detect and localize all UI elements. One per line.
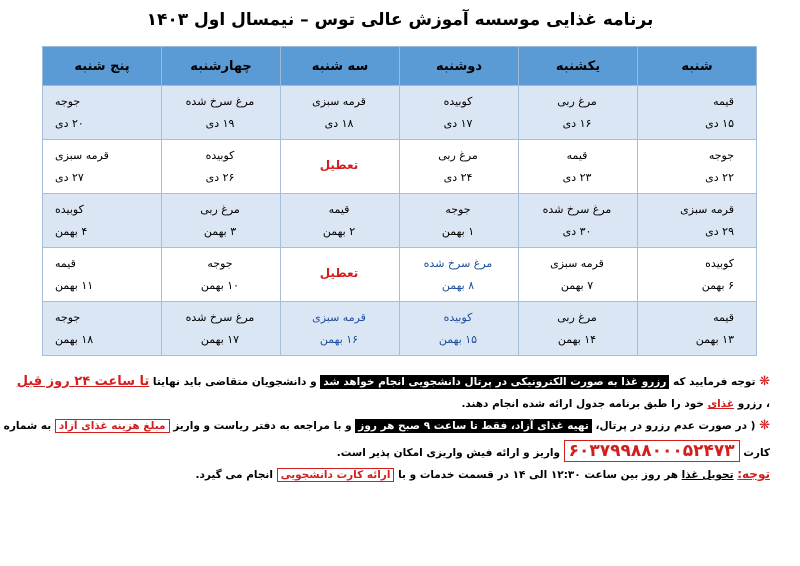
note-text: ، رزرو (737, 398, 770, 410)
meal-date: ۲۶ دی (205, 171, 235, 184)
table-row (43, 140, 757, 194)
note-text: و دانشجویان متقاضی باید نهایتا (152, 376, 317, 388)
note-text: هر روز بین ساعت ۱۲:۳۰ الی ۱۴ در قسمت خدمات و با (398, 469, 679, 481)
food-schedule-table (42, 46, 757, 356)
note-highlight: رزرو غذا به صورت الکترونیکی در پرتال دانشجویی انجام خواهد شد (320, 375, 669, 389)
card-number: ۶۰۳۷۹۹۸۸۰۰۰۵۲۴۷۳ (564, 440, 740, 462)
table-row (43, 302, 757, 356)
meal-cell (43, 302, 162, 356)
meal-name: قیمه (328, 203, 350, 216)
star-icon: ❋ (759, 418, 770, 433)
meal-date: ۷ بهمن (560, 279, 594, 292)
header-row (43, 47, 757, 86)
meal-name: مرغ ربی (557, 95, 597, 108)
notes-section (3, 372, 770, 486)
table-row (43, 86, 757, 140)
meal-date: ۴ بهمن (55, 225, 88, 238)
meal-name: جوجه (55, 95, 81, 108)
meal-name: مرغ ربی (200, 203, 240, 216)
meal-cell (43, 248, 162, 302)
note-text: ( در صورت عدم رزرو در پرتال، (595, 420, 756, 432)
meal-cell (162, 140, 281, 194)
meal-date: ۱۷ بهمن (200, 333, 240, 346)
meal-cell (519, 86, 638, 140)
meal-date: ۱۵ بهمن (438, 333, 478, 346)
meal-name: جوجه (708, 149, 734, 162)
meal-cell (638, 302, 757, 356)
meal-cell (519, 302, 638, 356)
meal-name: کوبیده (443, 95, 473, 108)
meal-name: قیمه (713, 95, 734, 108)
meal-cell (281, 194, 400, 248)
meal-date: ۲۳ دی (562, 171, 592, 184)
note-line-5 (30, 464, 770, 486)
meal-cell (400, 248, 519, 302)
meal-cell (638, 86, 757, 140)
meal-cell (43, 86, 162, 140)
meal-date: ۲۷ دی (55, 171, 84, 184)
meal-date: ۲۲ دی (705, 171, 734, 184)
meal-cell (400, 194, 519, 248)
meal-date: ۱۵ دی (705, 117, 734, 130)
meal-date: ۱۸ دی (324, 117, 354, 130)
meal-name: کوبیده (205, 149, 235, 162)
table-row (43, 194, 757, 248)
day-header: چهارشنبه (162, 47, 281, 86)
meal-date: ۱۹ دی (205, 117, 235, 130)
meal-date: ۶ بهمن (701, 279, 734, 292)
note-delivery: تحویل غذا (681, 469, 734, 481)
note-text: توجه فرمایید که (673, 376, 756, 388)
meal-cell (519, 140, 638, 194)
meal-name: مرغ ربی (557, 311, 597, 324)
meal-date: ۱۱ بهمن (55, 279, 94, 292)
meal-cell (400, 140, 519, 194)
star-icon: ❋ (759, 374, 770, 389)
meal-cell (519, 248, 638, 302)
meal-date: ۳۰ دی (562, 225, 592, 238)
note-highlight: تهیه غذای آزاد، فقط تا ساعت ۹ صبح هر روز (355, 419, 592, 433)
meal-name: جوجه (207, 257, 233, 270)
note-line-2 (30, 394, 770, 416)
meal-date: ۱۶ بهمن (319, 333, 359, 346)
meal-name: قرمه سبزی (312, 311, 366, 324)
holiday-label: تعطیل (319, 158, 359, 172)
meal-cell (519, 194, 638, 248)
note-text: به شماره (3, 420, 52, 432)
day-header: پنج شنبه (43, 47, 162, 86)
note-text: خود را طبق برنامه جدول ارائه شده انجام دهند. (461, 398, 704, 410)
meal-date: ۱ بهمن (441, 225, 475, 238)
note-student-card: ارائه کارت دانشجویی (277, 468, 395, 482)
note-label: توجه: (737, 467, 770, 481)
meal-date: ۸ بهمن (441, 279, 475, 292)
meal-cell (43, 194, 162, 248)
meal-date: ۱۷ دی (443, 117, 473, 130)
note-text: واریز و ارائه فیش واریزی امکان پذیر است. (336, 447, 561, 459)
meal-date: ۱۳ بهمن (695, 333, 734, 346)
note-text: و با مراجعه به دفتر ریاست و واریز (173, 420, 352, 432)
meal-name: مرغ ربی (438, 149, 478, 162)
meal-name: قرمه سبزی (55, 149, 109, 162)
meal-date: ۱۸ بهمن (55, 333, 94, 346)
meal-cell (162, 194, 281, 248)
meal-name: قیمه (713, 311, 734, 324)
meal-cell (281, 86, 400, 140)
meal-cell (281, 302, 400, 356)
day-header: شنبه (638, 47, 757, 86)
meal-cell (281, 248, 400, 302)
note-line-3 (3, 416, 770, 438)
meal-cell (281, 140, 400, 194)
meal-name: قیمه (55, 257, 76, 270)
note-text: کارت (743, 447, 770, 459)
meal-cell (400, 86, 519, 140)
note-fee: مبلغ هزینه غذای آزاد (55, 419, 170, 433)
meal-date: ۲۴ دی (443, 171, 473, 184)
meal-name: مرغ سرخ شده (185, 311, 255, 324)
note-line-1 (16, 372, 770, 394)
meal-cell (638, 140, 757, 194)
meal-name: جوجه (55, 311, 81, 324)
meal-date: ۱۴ بهمن (557, 333, 597, 346)
meal-name: مرغ سرخ شده (423, 257, 493, 270)
meal-name: کوبیده (705, 257, 734, 270)
table-row (43, 248, 757, 302)
meal-date: ۱۶ دی (562, 117, 592, 130)
day-header: یکشنبه (519, 47, 638, 86)
note-text: انجام می گیرد. (195, 469, 273, 481)
meal-cell (162, 248, 281, 302)
meal-name: قیمه (566, 149, 588, 162)
meal-name: کوبیده (443, 311, 473, 324)
meal-name: مرغ سرخ شده (185, 95, 255, 108)
meal-date: ۲۰ دی (55, 117, 84, 130)
meal-name: کوبیده (55, 203, 84, 216)
meal-date: ۱۰ بهمن (200, 279, 240, 292)
holiday-label: تعطیل (319, 266, 359, 280)
day-header: سه شنبه (281, 47, 400, 86)
meal-cell (43, 140, 162, 194)
meal-date: ۲ بهمن (322, 225, 356, 238)
meal-cell (162, 86, 281, 140)
meal-cell (638, 248, 757, 302)
meal-name: قرمه سبزی (680, 203, 734, 216)
meal-name: مرغ سرخ شده (542, 203, 612, 216)
meal-name: قرمه سبزی (550, 257, 604, 270)
day-header: دوشنبه (400, 47, 519, 86)
meal-date: ۲۹ دی (705, 225, 734, 238)
note-line-4 (30, 438, 770, 464)
meal-cell (162, 302, 281, 356)
note-food: غذای (707, 398, 735, 410)
meal-date: ۳ بهمن (203, 225, 237, 238)
note-deadline: تا ساعت ۲۴ روز قبل (16, 374, 150, 389)
meal-name: جوجه (445, 203, 471, 216)
meal-name: قرمه سبزی (312, 95, 366, 108)
meal-cell (638, 194, 757, 248)
meal-cell (400, 302, 519, 356)
page-title: برنامه غذایی موسسه آموزش عالی توس – نیمسال اول ۱۴۰۳ (146, 10, 654, 30)
